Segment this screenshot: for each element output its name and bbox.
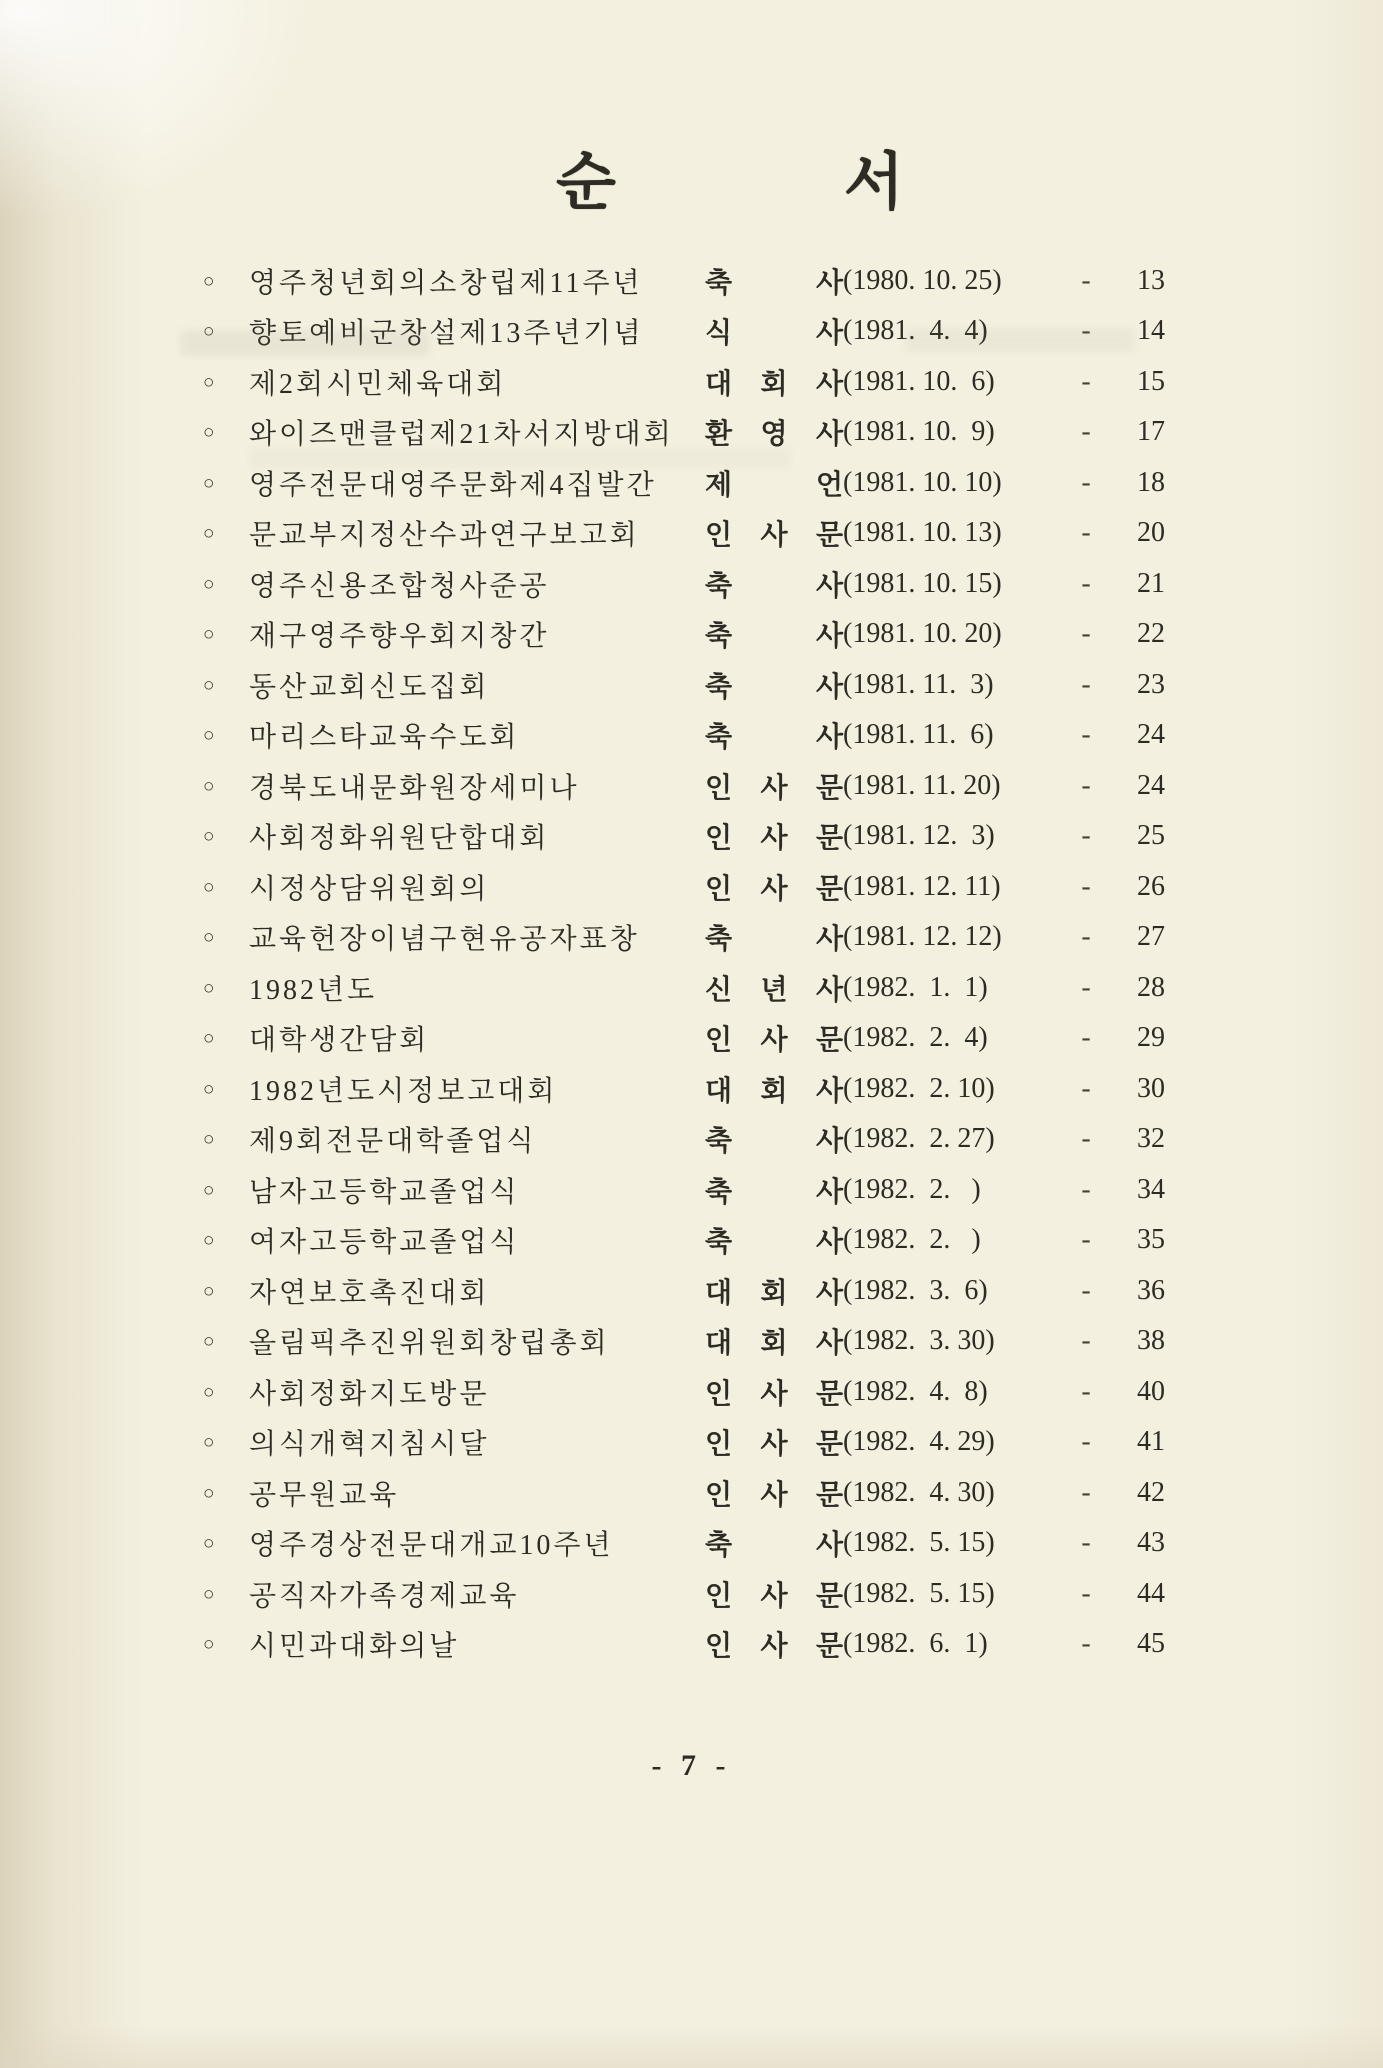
toc-item-page-number: 25	[1137, 820, 1165, 852]
toc-item-date: (1981. 10. 10)	[843, 466, 1002, 498]
toc-item-category: 인 사 문	[705, 1025, 843, 1057]
toc-item-page-number: 23	[1137, 668, 1165, 700]
toc-item-page-number: 38	[1137, 1325, 1165, 1357]
page-title	[556, 148, 1383, 219]
dash-separator: -	[1081, 365, 1091, 397]
bullet-icon: ○	[203, 1331, 215, 1353]
toc-item-date: (1982. 6. 1)	[843, 1628, 988, 1660]
toc-item-date: (1981. 4. 4)	[843, 315, 988, 347]
toc-item-page-number: 22	[1137, 618, 1165, 650]
toc-item-category: 축 사	[705, 267, 843, 299]
toc-row	[203, 659, 1165, 710]
toc-item-title: 남자고등학교졸업식	[249, 1176, 520, 1208]
dash-separator: -	[1081, 1476, 1091, 1508]
toc-item-title: 시정상담위원회의	[249, 873, 490, 905]
toc-item-title: 마리스타교육수도회	[249, 722, 520, 754]
toc-item-page-number: 24	[1137, 719, 1165, 751]
toc-row	[203, 1063, 1165, 1114]
toc-item-category: 대 회 사	[705, 368, 843, 400]
toc-item-page-number: 44	[1137, 1577, 1165, 1609]
bullet-icon: ○	[203, 1381, 215, 1403]
toc-item-category: 축 사	[705, 1227, 843, 1259]
toc-row	[203, 1316, 1165, 1367]
toc-row	[203, 255, 1165, 306]
dash-separator: -	[1081, 1123, 1091, 1155]
toc-item-title: 사회정화지도방문	[249, 1378, 490, 1410]
toc-item-page-number: 34	[1137, 1173, 1165, 1205]
toc-item-title: 영주경상전문대개교10주년	[249, 1530, 614, 1562]
toc-item-page-number: 18	[1137, 466, 1165, 498]
toc-item-date: (1982. 4. 29)	[843, 1426, 995, 1458]
toc-item-category: 환 영 사	[705, 419, 843, 451]
dash-separator: -	[1081, 1072, 1091, 1104]
dash-separator: -	[1081, 264, 1091, 296]
bullet-icon: ○	[203, 1432, 215, 1454]
toc-item-title: 향토예비군창설제13주년기념	[249, 318, 644, 350]
toc-item-page-number: 20	[1137, 517, 1165, 549]
toc-item-title: 경북도내문화원장세미나	[249, 772, 580, 804]
bullet-icon: ○	[203, 1078, 215, 1100]
dash-separator: -	[1081, 517, 1091, 549]
toc-item-category: 신 년 사	[705, 974, 843, 1006]
dash-separator: -	[1081, 1274, 1091, 1306]
toc-item-category: 대 회 사	[705, 1328, 843, 1360]
toc-row	[203, 1164, 1165, 1215]
toc-item-category: 식 사	[705, 318, 843, 350]
toc-item-category: 인 사 문	[705, 823, 843, 855]
toc-item-date: (1982. 4. 8)	[843, 1375, 988, 1407]
toc-item-category: 인 사 문	[705, 1378, 843, 1410]
toc-item-category: 축 사	[705, 722, 843, 754]
toc-item-date: (1982. 5. 15)	[843, 1577, 995, 1609]
toc-item-title: 공직자가족경제교육	[249, 1580, 520, 1612]
toc-row	[203, 609, 1165, 660]
toc-item-date: (1981. 10. 13)	[843, 517, 1002, 549]
dash-separator: -	[1081, 1022, 1091, 1054]
toc-item-date: (1982. 3. 30)	[843, 1325, 995, 1357]
toc-item-category: 축 사	[705, 1176, 843, 1208]
toc-item-date: (1981. 11. 20)	[843, 769, 1001, 801]
dash-separator: -	[1081, 1173, 1091, 1205]
toc-item-date: (1982. 4. 30)	[843, 1476, 995, 1508]
toc-item-date: (1981. 10. 9)	[843, 416, 995, 448]
dash-separator: -	[1081, 971, 1091, 1003]
dash-separator: -	[1081, 719, 1091, 751]
toc-item-page-number: 17	[1137, 416, 1165, 448]
bullet-icon: ○	[203, 1280, 215, 1302]
bullet-icon: ○	[203, 1129, 215, 1151]
toc-item-category: 인 사 문	[705, 520, 843, 552]
toc-item-category: 대 회 사	[705, 1075, 843, 1107]
toc-item-date: (1981. 12. 12)	[843, 921, 1002, 953]
toc-item-page-number: 13	[1137, 264, 1165, 296]
bullet-icon: ○	[203, 826, 215, 848]
toc-item-page-number: 43	[1137, 1527, 1165, 1559]
bullet-icon: ○	[203, 422, 215, 444]
toc-item-page-number: 40	[1137, 1375, 1165, 1407]
toc-item-title: 제9회전문대학졸업식	[249, 1126, 537, 1158]
dash-separator: -	[1081, 1577, 1091, 1609]
toc-row	[203, 1114, 1165, 1165]
toc-item-page-number: 42	[1137, 1476, 1165, 1508]
bullet-icon: ○	[203, 1230, 215, 1252]
toc-row	[203, 457, 1165, 508]
bullet-icon: ○	[203, 1482, 215, 1504]
toc-item-title: 1982년도	[249, 974, 378, 1006]
dash-separator: -	[1081, 1375, 1091, 1407]
toc-item-title: 공무원교육	[249, 1479, 400, 1511]
toc-item-page-number: 28	[1137, 971, 1165, 1003]
toc-row	[203, 1013, 1165, 1064]
toc-item-category: 인 사 문	[705, 1580, 843, 1612]
toc-item-title: 여자고등학교졸업식	[249, 1227, 520, 1259]
toc-item-page-number: 45	[1137, 1628, 1165, 1660]
toc-item-category: 대 회 사	[705, 1277, 843, 1309]
toc-row	[203, 1215, 1165, 1266]
toc-item-page-number: 15	[1137, 365, 1165, 397]
dash-separator: -	[1081, 870, 1091, 902]
toc-item-category: 제 언	[705, 469, 843, 501]
toc-item-date: (1982. 5. 15)	[843, 1527, 995, 1559]
toc-item-title: 교육헌장이념구현유공자표창	[249, 924, 640, 956]
bullet-icon: ○	[203, 270, 215, 292]
toc-item-date: (1980. 10. 25)	[843, 264, 1002, 296]
bullet-icon: ○	[203, 523, 215, 545]
toc-row	[203, 1366, 1165, 1417]
dash-separator: -	[1081, 1325, 1091, 1357]
toc-item-title: 올림픽추진위원회창립총회	[249, 1328, 610, 1360]
bullet-icon: ○	[203, 624, 215, 646]
toc-item-date: (1981. 10. 15)	[843, 567, 1002, 599]
bullet-icon: ○	[203, 1533, 215, 1555]
toc-item-title: 시민과대화의날	[249, 1631, 460, 1663]
toc-item-date: (1982. 2. 10)	[843, 1072, 995, 1104]
dash-separator: -	[1081, 315, 1091, 347]
toc-item-page-number: 24	[1137, 769, 1165, 801]
toc-item-category: 축 사	[705, 924, 843, 956]
toc-item-title: 1982년도시정보고대회	[249, 1075, 558, 1107]
toc-item-page-number: 14	[1137, 315, 1165, 347]
toc-row	[203, 1417, 1165, 1468]
toc-row	[203, 1467, 1165, 1518]
toc-item-date: (1981. 12. 3)	[843, 820, 995, 852]
dash-separator: -	[1081, 668, 1091, 700]
toc-row	[203, 306, 1165, 357]
footer-page-number: - 7 -	[651, 1749, 732, 1783]
dash-separator: -	[1081, 769, 1091, 801]
toc-item-title: 와이즈맨클럽제21차서지방대회	[249, 419, 674, 451]
bullet-icon: ○	[203, 1583, 215, 1605]
toc-item-category: 인 사 문	[705, 1429, 843, 1461]
bullet-icon: ○	[203, 1028, 215, 1050]
toc-item-date: (1982. 2. 27)	[843, 1123, 995, 1155]
toc-item-page-number: 21	[1137, 567, 1165, 599]
dash-separator: -	[1081, 1224, 1091, 1256]
toc-item-page-number: 32	[1137, 1123, 1165, 1155]
toc-item-category: 축 사	[705, 621, 843, 653]
page-title-char-left: 순	[556, 149, 616, 217]
bullet-icon: ○	[203, 725, 215, 747]
toc-item-category: 인 사 문	[705, 772, 843, 804]
toc-item-page-number: 26	[1137, 870, 1165, 902]
toc-item-date: (1982. 2. )	[843, 1224, 981, 1256]
toc-row	[203, 508, 1165, 559]
bullet-icon: ○	[203, 1634, 215, 1656]
toc-item-title: 문교부지정산수과연구보고회	[249, 520, 640, 552]
dash-separator: -	[1081, 921, 1091, 953]
toc-item-title: 영주청년회의소창립제11주년	[249, 267, 643, 299]
toc-row	[203, 558, 1165, 609]
toc-row	[203, 811, 1165, 862]
toc-item-page-number: 35	[1137, 1224, 1165, 1256]
toc-item-category: 축 사	[705, 570, 843, 602]
dash-separator: -	[1081, 1527, 1091, 1559]
toc-item-category: 축 사	[705, 1530, 843, 1562]
dash-separator: -	[1081, 1426, 1091, 1458]
toc-item-date: (1981. 10. 6)	[843, 365, 995, 397]
bullet-icon: ○	[203, 674, 215, 696]
bullet-icon: ○	[203, 1179, 215, 1201]
bullet-icon: ○	[203, 573, 215, 595]
toc-item-title: 의식개혁지침시달	[249, 1429, 490, 1461]
toc-item-date: (1982. 2. 4)	[843, 1022, 988, 1054]
dash-separator: -	[1081, 618, 1091, 650]
dash-separator: -	[1081, 820, 1091, 852]
dash-separator: -	[1081, 416, 1091, 448]
toc-row	[203, 1518, 1165, 1569]
toc-row	[203, 1568, 1165, 1619]
toc-item-title: 재구영주향우회지창간	[249, 621, 550, 653]
bullet-icon: ○	[203, 775, 215, 797]
dash-separator: -	[1081, 567, 1091, 599]
toc-item-date: (1981. 10. 20)	[843, 618, 1002, 650]
toc-row	[203, 710, 1165, 761]
toc-item-title: 제2회시민체육대회	[249, 368, 507, 400]
toc-item-date: (1981. 11. 3)	[843, 668, 994, 700]
toc-item-title: 동산교회신도집회	[249, 671, 490, 703]
page-title-char-right: 서	[843, 149, 904, 217]
dash-separator: -	[1081, 466, 1091, 498]
bullet-icon: ○	[203, 977, 215, 999]
toc-item-date: (1982. 1. 1)	[843, 971, 988, 1003]
toc-item-category: 축 사	[705, 671, 843, 703]
toc-item-date: (1982. 3. 6)	[843, 1274, 988, 1306]
toc-row	[203, 760, 1165, 811]
dash-separator: -	[1081, 1628, 1091, 1660]
bullet-icon: ○	[203, 472, 215, 494]
toc-item-date: (1982. 2. )	[843, 1173, 981, 1205]
toc-row	[203, 356, 1165, 407]
toc-item-title: 영주신용조합청사준공	[249, 570, 550, 602]
toc-item-title: 영주전문대영주문화제4집발간	[249, 469, 657, 501]
toc-row	[203, 962, 1165, 1013]
toc-row	[203, 861, 1165, 912]
toc-row	[203, 1619, 1165, 1670]
toc-list	[203, 255, 1165, 1669]
toc-item-page-number: 29	[1137, 1022, 1165, 1054]
toc-item-title: 대학생간담회	[249, 1025, 430, 1057]
toc-item-category: 인 사 문	[705, 1479, 843, 1511]
toc-row	[203, 407, 1165, 458]
toc-item-title: 자연보호촉진대회	[249, 1277, 490, 1309]
toc-item-date: (1981. 11. 6)	[843, 719, 994, 751]
toc-item-page-number: 41	[1137, 1426, 1165, 1458]
toc-item-title: 사회정화위원단합대회	[249, 823, 550, 855]
bullet-icon: ○	[203, 927, 215, 949]
toc-item-page-number: 36	[1137, 1274, 1165, 1306]
toc-row	[203, 1265, 1165, 1316]
toc-item-category: 인 사 문	[705, 873, 843, 905]
bullet-icon: ○	[203, 321, 215, 343]
toc-item-category: 인 사 문	[705, 1631, 843, 1663]
bullet-icon: ○	[203, 876, 215, 898]
toc-item-page-number: 30	[1137, 1072, 1165, 1104]
toc-item-category: 축 사	[705, 1126, 843, 1158]
bullet-icon: ○	[203, 371, 215, 393]
toc-item-date: (1981. 12. 11)	[843, 870, 1001, 902]
toc-row	[203, 912, 1165, 963]
scanned-document-page	[0, 148, 1383, 2068]
toc-item-page-number: 27	[1137, 921, 1165, 953]
